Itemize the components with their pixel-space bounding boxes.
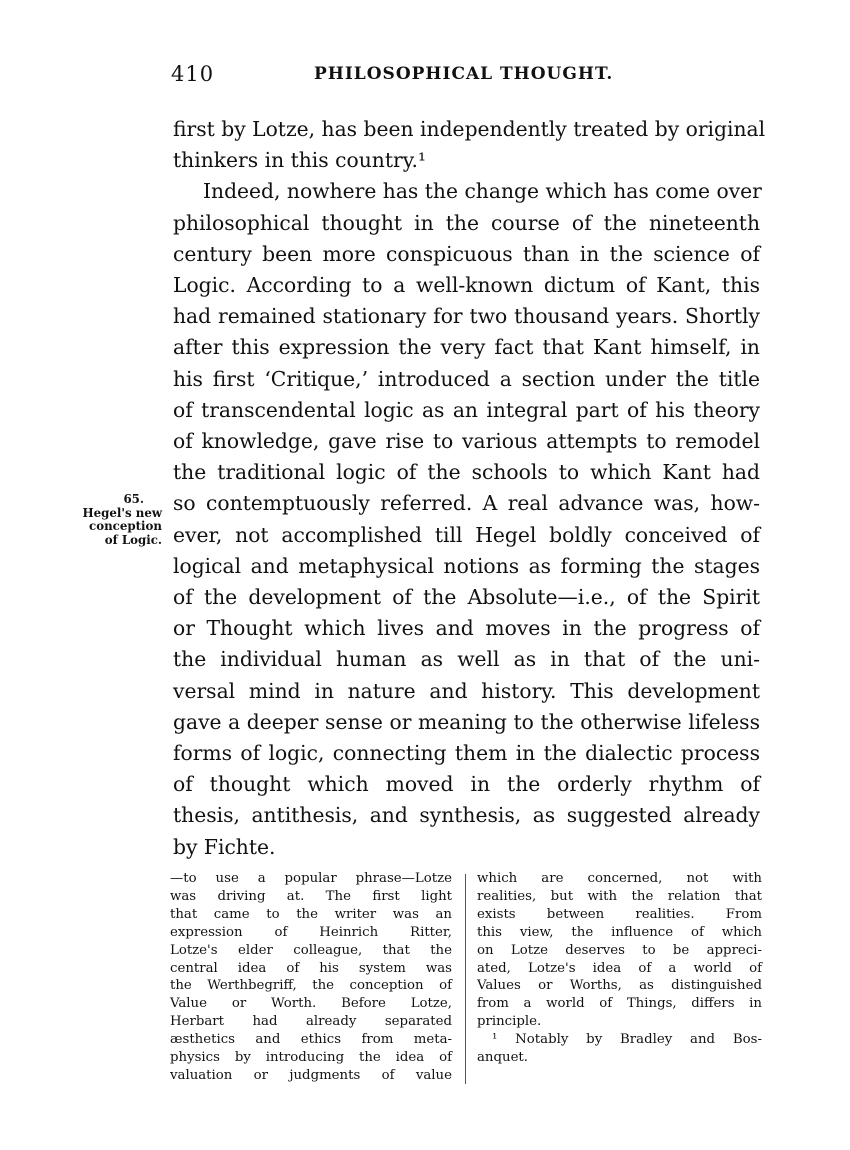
footnote-line: exists between realities. From bbox=[477, 906, 762, 922]
footnote-line: Values or Worths, as distinguished bbox=[477, 978, 762, 994]
body-line: versal mind in nature and history. This development bbox=[173, 678, 760, 703]
footnote-line: expression of Heinrich Ritter, bbox=[170, 924, 452, 940]
footnote-line: was driving at. The first light bbox=[170, 888, 452, 904]
body-line: gave a deeper sense or meaning to the otherwise lifeless bbox=[173, 709, 760, 734]
footnote-line: —to use a popular phrase—Lotze bbox=[170, 871, 452, 886]
body-line: his first ‘Critique,’ introduced a section under the title bbox=[173, 366, 760, 391]
margin-note-line: Hegel's new bbox=[82, 505, 162, 520]
margin-note-line: conception bbox=[89, 519, 162, 533]
footnote-line: realities, but with the relation that bbox=[477, 888, 762, 904]
body-line: first by Lotze, has been independently treated by original bbox=[173, 117, 766, 141]
footnote-line: Herbart had already separated bbox=[170, 1014, 452, 1030]
body-line: of thought which moved in the orderly rhythm of bbox=[173, 772, 760, 797]
body-line: the traditional logic of the schools to which Kant had bbox=[173, 460, 760, 485]
footnote-line: æsthetics and ethics from meta- bbox=[170, 1032, 452, 1048]
footnote-line: Value or Worth. Before Lotze, bbox=[170, 996, 452, 1012]
footnote-line: valuation or judgments of value bbox=[170, 1067, 452, 1083]
footnote-line: the Werthbegriff, the conception of bbox=[170, 978, 452, 994]
body-line: Logic. According to a well-known dictum of Kant, this bbox=[173, 273, 760, 298]
body-line: so contemptuously referred. A real advance was, how- bbox=[173, 491, 760, 516]
body-line: of knowledge, gave rise to various attempts to remodel bbox=[173, 429, 760, 454]
body-line: thinkers in this country.¹ bbox=[173, 148, 427, 173]
footnote-line: on Lotze deserves to be appreci- bbox=[477, 942, 762, 958]
body-line: of the development of the Absolute—i.e., of the Spirit bbox=[173, 585, 760, 610]
margin-note-line: of Logic. bbox=[104, 532, 162, 547]
body-line: philosophical thought in the course of the nineteenth bbox=[173, 210, 760, 235]
footnote-line: from a world of Things, differs in bbox=[477, 996, 762, 1012]
body-line: logical and metaphysical notions as forming the stages bbox=[173, 553, 760, 578]
footnote-line: physics by introducing the idea of bbox=[170, 1050, 452, 1066]
margin-note bbox=[74, 493, 162, 547]
footnote-line: Lotze's elder colleague, that the bbox=[170, 942, 452, 958]
footnote-line: central idea of his system was bbox=[170, 960, 452, 976]
body-line: the individual human as well as in that of the uni- bbox=[173, 647, 760, 672]
body-line: forms of logic, connecting them in the dialectic process bbox=[173, 741, 760, 766]
footnote-line: ¹ Notably by Bradley and Bos- bbox=[492, 1032, 762, 1048]
footnote-line: this view, the influence of which bbox=[477, 924, 762, 940]
body-line: century been more conspicuous than in the science of bbox=[173, 241, 760, 266]
body-text bbox=[173, 114, 766, 863]
body-line: had remained stationary for two thousand years. Shortly bbox=[173, 304, 760, 329]
page-number: 410 bbox=[171, 62, 215, 86]
footnote-line: that came to the writer was an bbox=[170, 906, 452, 922]
footnote-line: ated, Lotze's idea of a world of bbox=[477, 960, 762, 976]
body-line: ever, not accomplished till Hegel boldly conceived of bbox=[173, 522, 760, 547]
running-title: PHILOSOPHICAL THOUGHT. bbox=[314, 64, 614, 84]
footnote-line: which are concerned, not with bbox=[477, 871, 762, 886]
body-line: or Thought which lives and moves in the progress of bbox=[173, 616, 760, 641]
footnote-line: principle. bbox=[477, 1014, 542, 1030]
body-line: of transcendental logic as an integral part of his theory bbox=[173, 397, 760, 422]
body-line: Indeed, nowhere has the change which has come over bbox=[203, 179, 762, 204]
body-line: thesis, antithesis, and synthesis, as suggested already bbox=[173, 803, 760, 828]
footnote-line: anquet. bbox=[477, 1050, 529, 1066]
body-line: by Fichte. bbox=[173, 834, 276, 859]
body-line: after this expression the very fact that Kant himself, in bbox=[173, 335, 760, 360]
footnotes bbox=[170, 870, 762, 1085]
page-header bbox=[171, 62, 761, 92]
margin-note-number: 65. bbox=[123, 492, 144, 506]
footnote-divider bbox=[465, 874, 466, 1084]
footnote-column-right bbox=[477, 870, 762, 1067]
footnote-column-left bbox=[170, 870, 452, 1085]
